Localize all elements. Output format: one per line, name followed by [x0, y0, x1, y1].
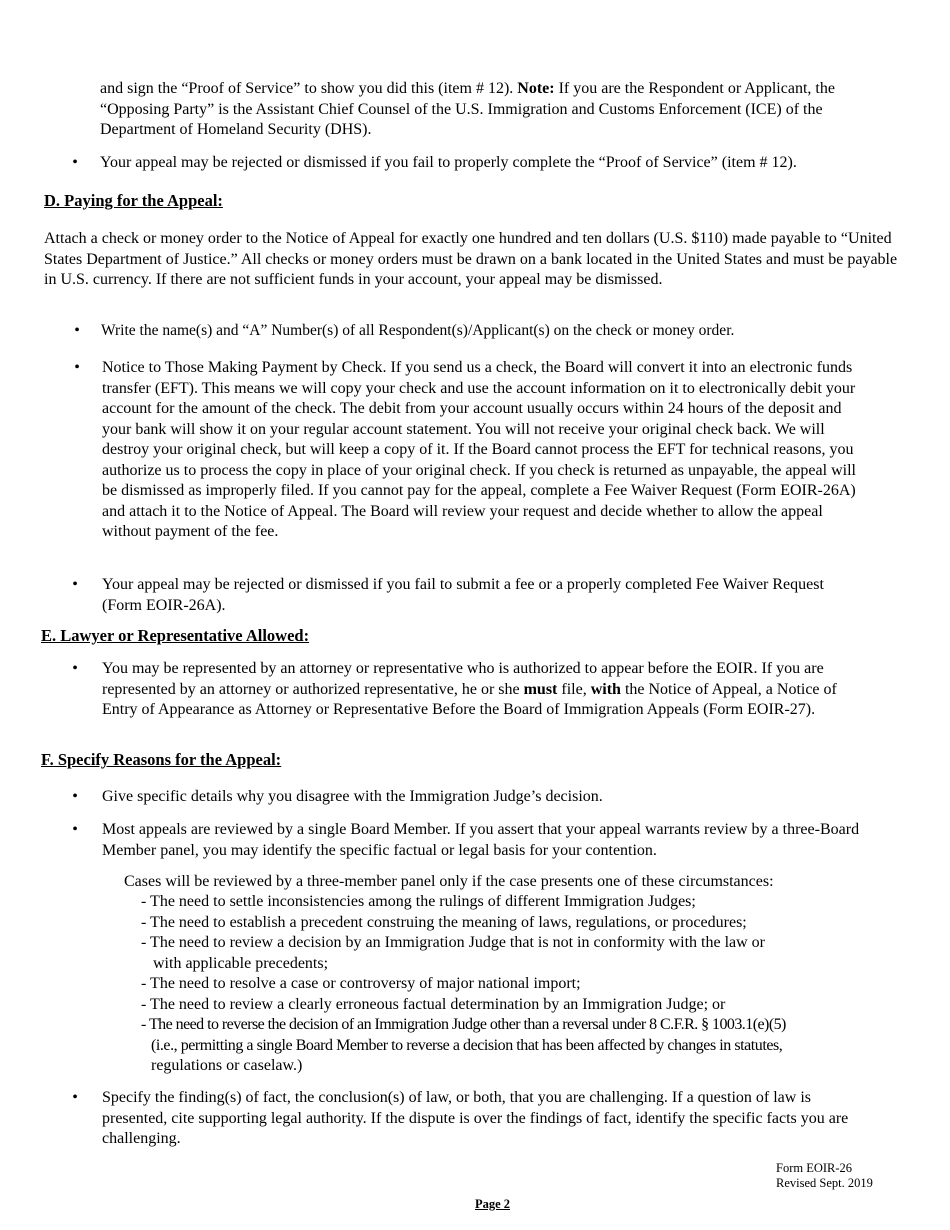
section-f-bullet-3: Specify the finding(s) of fact, the conclusion(s) of law, or both, that you are challenging. If a question of law is presented, cite supporting legal authority. If the dispute is over the findings of fact, identify the specific facts you are challenging. — [102, 1089, 849, 1147]
revision-date: Revised Sept. 2019 — [776, 1176, 873, 1190]
section-d-bullet-2: Notice to Those Making Payment by Check. If you send us a check, the Board will convert it into an electronic funds transfer (EFT). This means we will copy your check and use the account information on it to electronically debit your account for the amount of the check. The debit from your account usually occurs within 24 hours of the deposit and your bank will show it on your regular account statement. You will not receive your original check back. We will destroy your original check, but will keep a copy of it. If the Board cannot process the EFT for technical reasons, you authorize us to process the copy in place of your original check. If you check is returned as unpayable, the appeal will be dismissed as improperly filed. If you cannot pay for the appeal, complete a Fee Waiver Request (Form EOIR-26A) and attach it to the Notice of Appeal. The Board will review your request and decide whether to allow the appeal without payment of the fee. — [102, 359, 856, 540]
form-name: Form EOIR-26 — [776, 1161, 853, 1175]
proof-of-service-bullet: Your appeal may be rejected or dismissed if you fail to properly complete the “Proof of Service” (item # 12). — [100, 154, 797, 171]
section-f-bullet-1: Give specific details why you disagree with the Immigration Judge’s decision. — [102, 788, 603, 805]
with-emphasis: with — [590, 680, 621, 698]
section-e-text-1: You may be represented by an attorney or representative who is authorized to appear before the EOIR. If you are represented by an attorney or authorized representative, he or she — [102, 660, 824, 698]
section-f-heading: F. Specify Reasons for the Appeal: — [41, 750, 282, 769]
bullet-icon: • — [72, 154, 78, 171]
circumstance-item: - The need to review a clearly erroneous factual determination by an Immigration Judge; or — [141, 995, 726, 1013]
form-footer — [776, 1161, 873, 1191]
section-e-text-2: file, — [557, 680, 591, 698]
must-emphasis: must — [523, 680, 558, 698]
bullet-icon: • — [72, 821, 78, 838]
circumstance-item: - The need to resolve a case or controversy of major national import; — [141, 975, 581, 992]
bullet-icon: • — [72, 788, 78, 805]
section-d-bullet-3: Your appeal may be rejected or dismissed if you fail to submit a fee or a properly completed Fee Waiver Request (Form EOIR-26A). — [102, 576, 824, 614]
continuation-paragraph — [100, 79, 890, 141]
circumstance-item: - The need to establish a precedent construing the meaning of laws, regulations, or procedures; — [141, 913, 747, 931]
circumstance-item: regulations or caselaw.) — [151, 1057, 303, 1074]
page-number: Page 2 — [474, 1197, 511, 1211]
bullet-icon: • — [74, 359, 80, 376]
circumstances-intro: Cases will be reviewed by a three-member panel only if the case presents one of these circumstances: — [124, 873, 774, 890]
section-e-bullet — [102, 659, 860, 721]
section-e-heading: E. Lawyer or Representative Allowed: — [41, 626, 310, 645]
section-d-heading: D. Paying for the Appeal: — [44, 191, 223, 210]
note-label: Note: — [517, 80, 555, 97]
circumstance-item: with applicable precedents; — [153, 954, 329, 972]
section-e-text-3: the Notice of Appeal, a Notice of Entry of Appearance as Attorney or Representative Before the Board of Immigration Appeals (Form EOIR-27). — [102, 680, 837, 718]
circumstance-item: (i.e., permitting a single Board Member to reverse a decision that has been affected by changes in statutes, — [151, 1036, 783, 1054]
bullet-icon: • — [72, 1089, 78, 1106]
section-d-intro: Attach a check or money order to the Notice of Appeal for exactly one hundred and ten dollars (U.S. $110) made payable to “United States Department of Justice.” All checks or money orders must be drawn on a bank located in the United States and must be payable in U.S. currency. If there are not sufficient funds in your account, your appeal may be dismissed. — [44, 230, 898, 288]
circumstance-item: - The need to reverse the decision of an Immigration Judge other than a reversal under 8 C.F.R. § 1003.1(e)(5) — [141, 1016, 786, 1033]
bullet-icon: • — [72, 660, 78, 677]
section-d-bullet-1: Write the name(s) and “A” Number(s) of all Respondent(s)/Applicant(s) on the check or money order. — [101, 322, 735, 339]
section-f-bullet-2: Most appeals are reviewed by a single Board Member. If you assert that your appeal warrants review by a three-Board Member panel, you may identify the specific factual or legal basis for your contention. — [102, 821, 860, 859]
continuation-text-1: and sign the “Proof of Service” to show you did this (item # 12). — [100, 80, 518, 97]
circumstance-item: - The need to review a decision by an Immigration Judge that is not in conformity with the law or — [141, 934, 765, 951]
circumstance-item: - The need to settle inconsistencies among the rulings of different Immigration Judges; — [141, 893, 696, 910]
bullet-icon: • — [72, 576, 78, 593]
continuation-text-2: If you are the Respondent or Applicant, the “Opposing Party” is the Assistant Chief Counsel of the U.S. Immigration and Customs Enforcement (ICE) of the Department of Homeland Security (DHS). — [100, 80, 835, 138]
circumstances-list — [141, 892, 901, 1077]
bullet-icon: • — [74, 322, 80, 339]
